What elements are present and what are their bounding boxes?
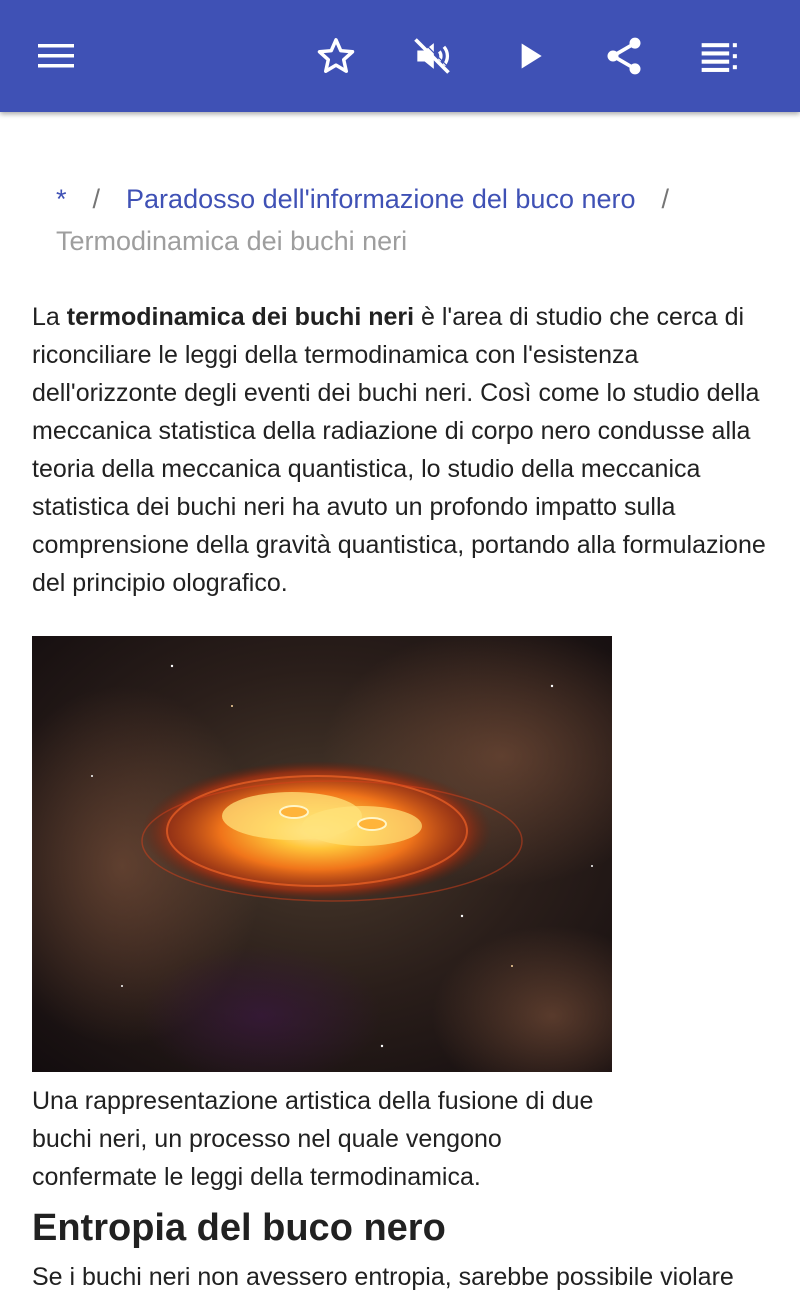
list-icon[interactable] (692, 28, 748, 84)
figure (32, 636, 612, 1072)
share-icon[interactable] (596, 28, 652, 84)
app-bar (0, 0, 800, 112)
section-paragraph: Se i buchi neri non avessero entropia, sarebbe possibile violare (32, 1263, 734, 1291)
breadcrumb-separator: / (661, 184, 670, 214)
volume-off-icon[interactable] (404, 28, 460, 84)
figure-caption: Una rappresentazione artistica della fusione di due buchi neri, un processo nel quale vengono confermate le leggi della termodinamica. (32, 1087, 594, 1191)
breadcrumb-separator: / (92, 184, 101, 214)
star-icon[interactable] (308, 28, 364, 84)
breadcrumb-parent-link[interactable]: Paradosso dell'informazione del buco nero (126, 184, 636, 214)
article-content (32, 298, 772, 1296)
breadcrumb (56, 178, 756, 262)
intro-prefix: La (32, 303, 67, 331)
menu-icon[interactable] (28, 28, 84, 84)
breadcrumb-root-link[interactable]: * (56, 184, 67, 214)
intro-paragraph (32, 298, 772, 602)
black-hole-merger-image[interactable] (32, 636, 612, 1072)
section-heading: Entropia del buco nero (32, 1207, 446, 1249)
play-icon[interactable] (502, 28, 558, 84)
intro-text: è l'area di studio che cerca di riconciliare le leggi della termodinamica con l'esistenza dell'orizzonte degli eventi dei buchi neri. Così come lo studio della meccanica statistica della radiazione di corpo nero condusse alla teoria della meccanica quantistica, lo studio della meccanica statistica dei buchi neri ha avuto un profondo impatto sulla comprensione della gravità quantistica, portando alla formulazione del principio olografico. (32, 303, 766, 597)
intro-bold-term: termodinamica dei buchi neri (66, 303, 415, 331)
breadcrumb-current: Termodinamica dei buchi neri (56, 226, 408, 256)
